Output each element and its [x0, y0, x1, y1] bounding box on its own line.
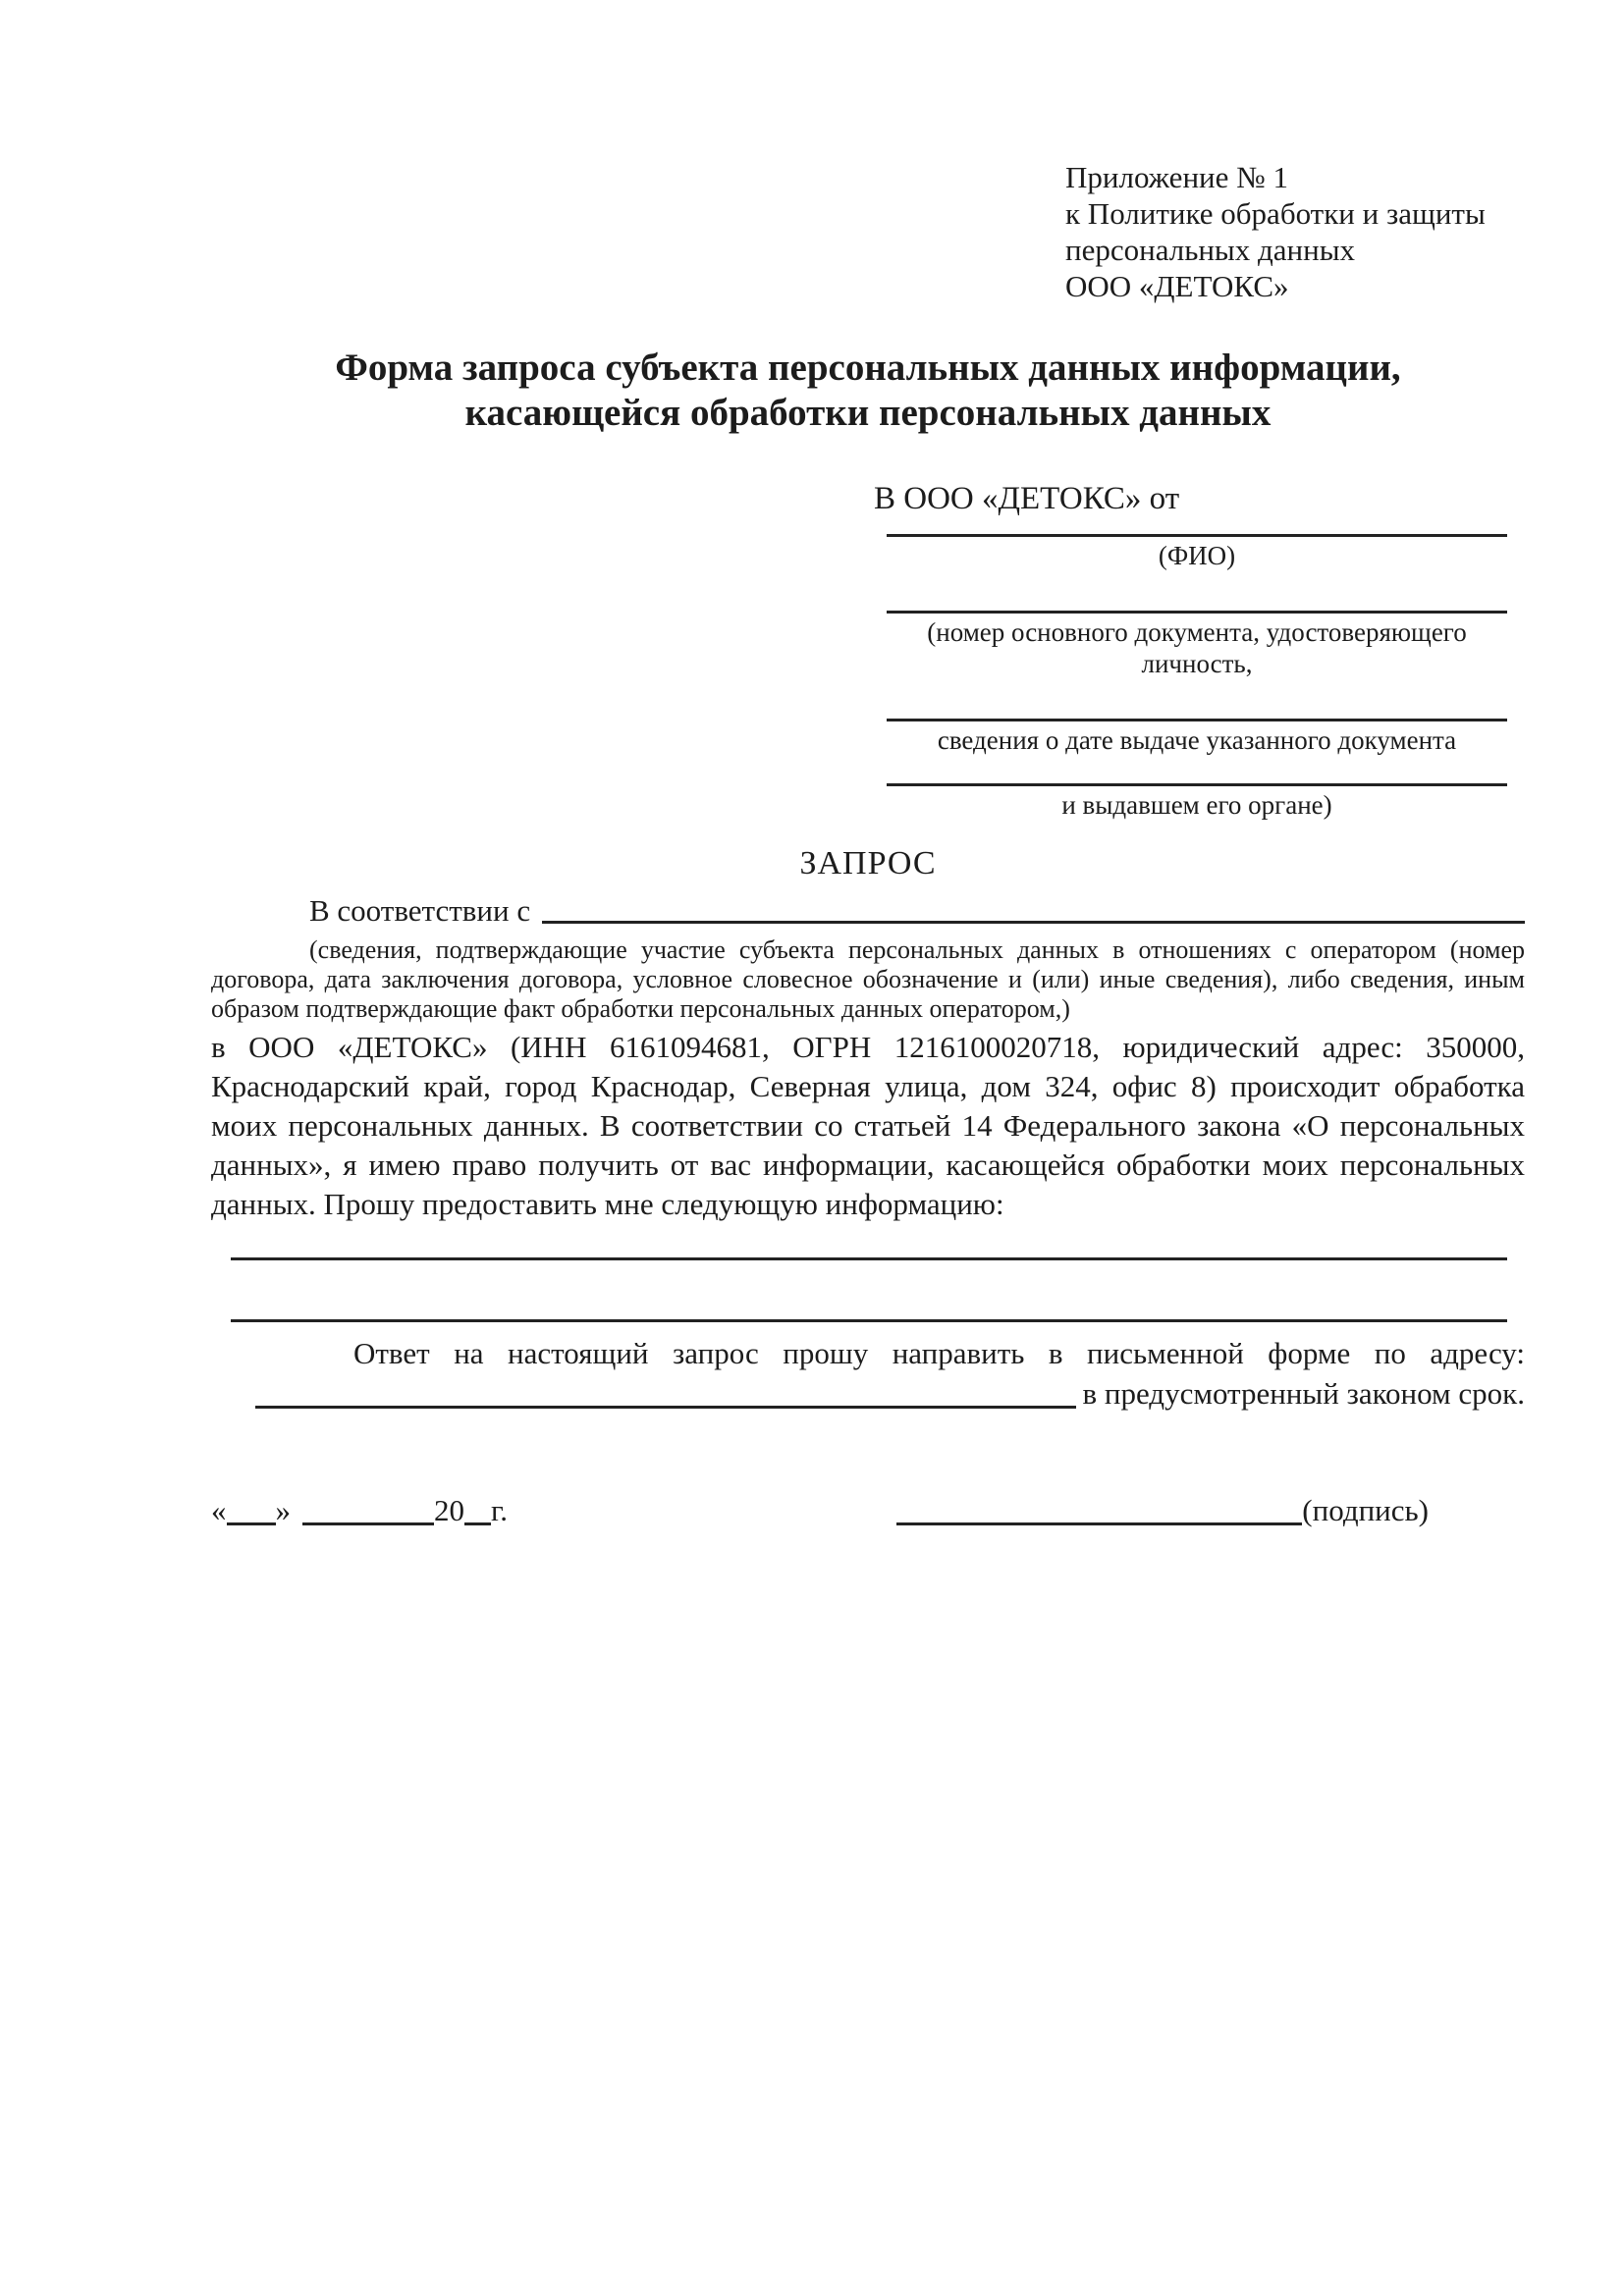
- appendix-line: персональных данных: [1065, 233, 1356, 267]
- applicant-fields-block: [887, 534, 1507, 821]
- fio-blank-line: [887, 534, 1507, 537]
- requested-info-blank-line: [231, 1257, 1507, 1260]
- accordance-label: В соответствии с: [309, 893, 531, 928]
- field-issue-date: [887, 719, 1507, 756]
- accordance-blank-line: [542, 891, 1525, 924]
- signature-area: [896, 1491, 1429, 1530]
- signature-blank-line: [896, 1522, 1302, 1525]
- body-paragraph: в ООО «ДЕТОКС» (ИНН 6161094681, ОГРН 1216100020718, юридический адрес: 350000, Краснодарский край, город Краснодар, Северная улица, дом 324, офис 8) происходит обработка моих персональных данных. В соответствии со статьей 14 Федерального закона «О персональных данных», я имею право получить от вас информации, касающейся обработки моих персональных данных. Прошу предоставить мне следующую информацию:: [211, 1030, 1525, 1221]
- reply-address-line: [211, 1373, 1525, 1415]
- footnote-text: (сведения, подтверждающие участие субъекта персональных данных в отношениях с оператором (номер договора, дата заключения договора, условное словесное обозначение и (или) иные сведения), либо сведения, иным образом подтверждающие факт обработки персональных данных оператором,): [211, 935, 1525, 1023]
- addressee-line: В ООО «ДЕТОКС» от: [874, 481, 1180, 516]
- day-blank-line: [227, 1522, 276, 1525]
- appendix-line: Приложение № 1: [1065, 160, 1288, 194]
- field-fio: [887, 534, 1507, 571]
- document-title: [211, 346, 1525, 436]
- request-heading: ЗАПРОС: [799, 845, 937, 881]
- appendix-block: [1065, 159, 1525, 304]
- issuing-authority-blank-line: [887, 783, 1507, 786]
- reply-sentence: Ответ на настоящий запрос прошу направить в письменной форме по адресу:: [353, 1336, 1525, 1370]
- requested-info-blank-line: [231, 1319, 1507, 1322]
- issue-date-blank-line: [887, 719, 1507, 721]
- fio-caption: (ФИО): [1158, 541, 1236, 570]
- year-suffix: г.: [491, 1493, 508, 1527]
- year-century: 20: [434, 1493, 464, 1527]
- appendix-line: ООО «ДЕТОКС»: [1065, 269, 1289, 303]
- document-title-line: касающейся обработки персональных данных: [464, 392, 1272, 434]
- year-blank-line: [464, 1522, 491, 1525]
- month-blank-line: [302, 1522, 434, 1525]
- document-number-blank-line: [887, 611, 1507, 614]
- issuing-authority-caption: и выдавшем его органе): [1061, 790, 1332, 820]
- field-issuing-authority: [887, 783, 1507, 821]
- reply-address-blank-line: [255, 1373, 1076, 1409]
- close-quote: »: [275, 1493, 291, 1527]
- signature-caption: (подпись): [1302, 1493, 1429, 1527]
- open-quote: «: [211, 1493, 227, 1527]
- date-line: [211, 1491, 508, 1530]
- field-document-number: [887, 611, 1507, 679]
- reply-tail: в предусмотренный законом срок.: [1082, 1376, 1525, 1411]
- document-number-caption: (номер основного документа, удостоверяющего личность,: [927, 617, 1467, 678]
- date-signature-row: [211, 1491, 1525, 1530]
- document-title-line: Форма запроса субъекта персональных данных информации,: [335, 347, 1401, 389]
- accordance-line: [211, 891, 1525, 931]
- issue-date-caption: сведения о дате выдаче указанного документа: [937, 725, 1457, 755]
- appendix-line: к Политике обработки и защиты: [1065, 196, 1486, 231]
